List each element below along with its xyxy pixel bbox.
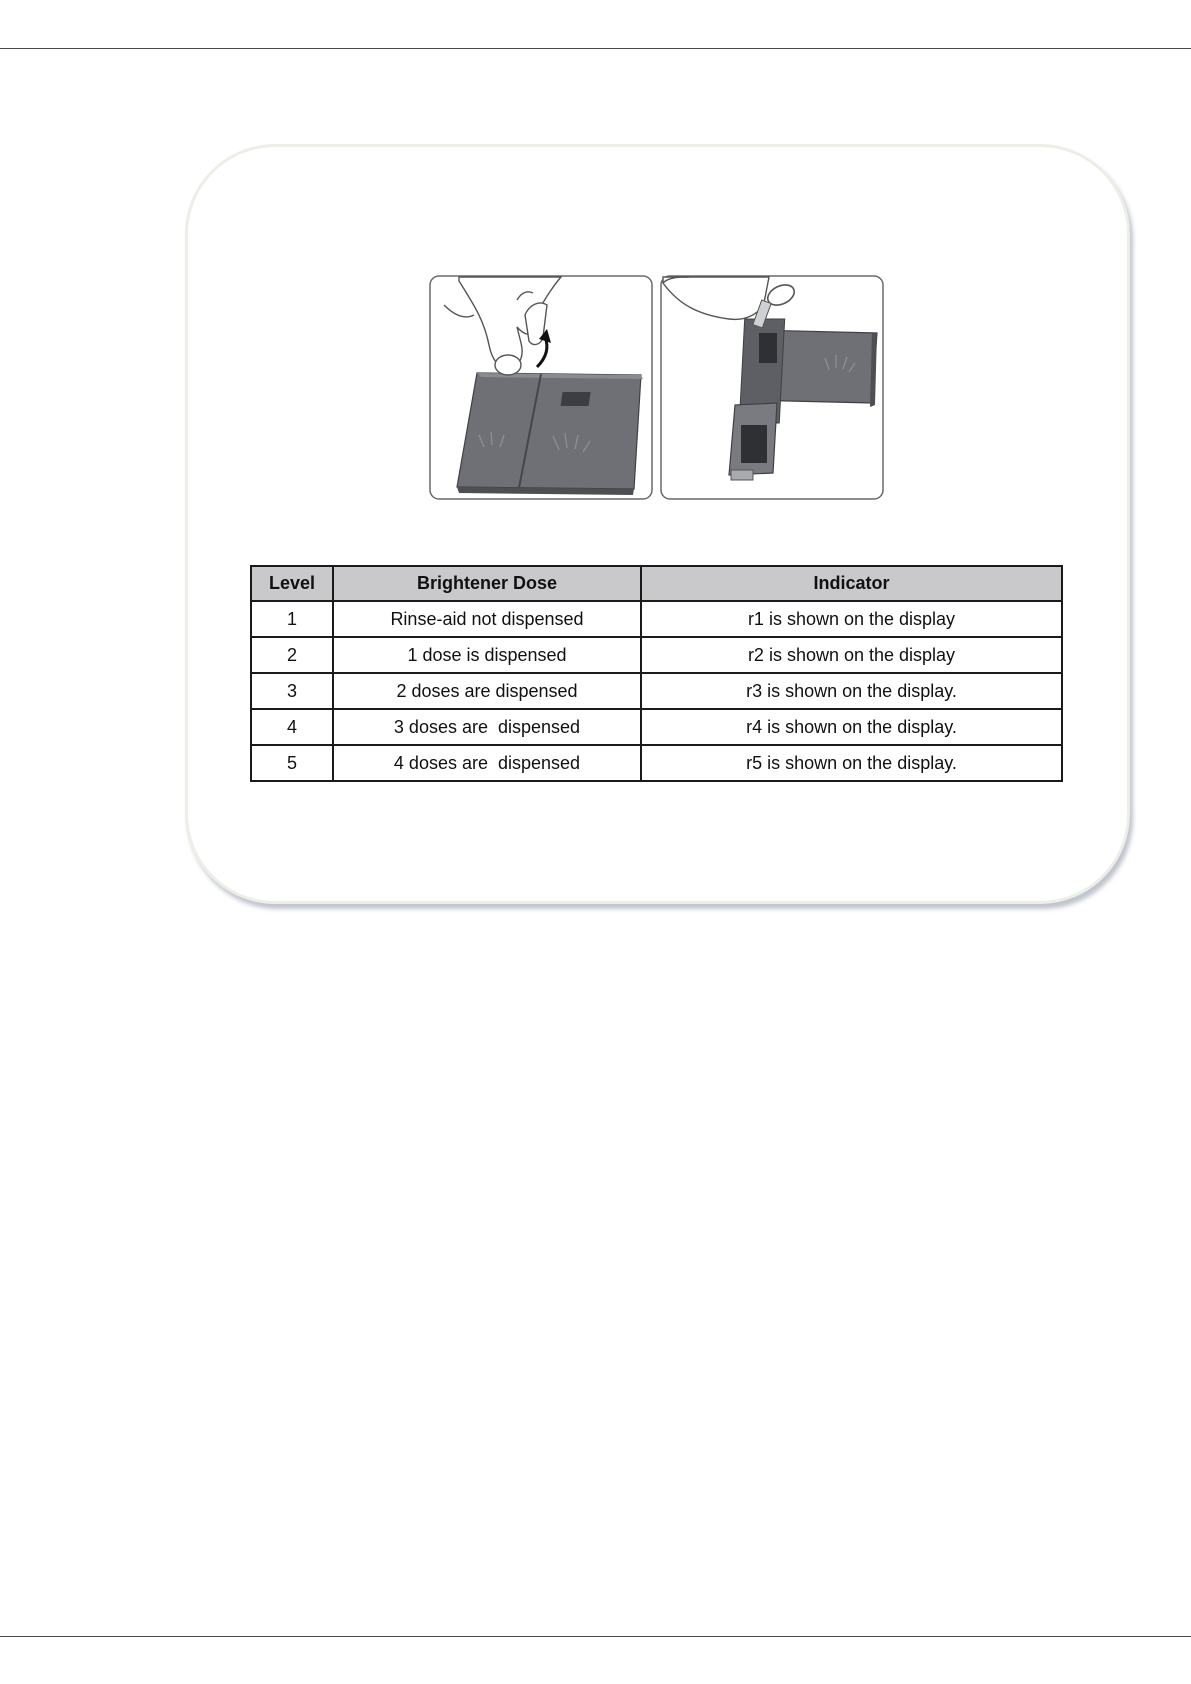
table-row [251,601,1062,637]
table-row [251,745,1062,781]
dose-cell: 3 doses are dispensed [333,709,641,745]
level-cell: 4 [251,709,333,745]
indicator-cell: r4 is shown on the display. [641,709,1062,745]
indicator-cell: r2 is shown on the display [641,637,1062,673]
level-cell: 5 [251,745,333,781]
level-cell: 1 [251,601,333,637]
dose-cell: 2 doses are dispensed [333,673,641,709]
table-row [251,709,1062,745]
column-header-indicator: Indicator [641,566,1062,601]
table-row [251,637,1062,673]
dose-cell: 4 doses are dispensed [333,745,641,781]
dose-cell: 1 dose is dispensed [333,637,641,673]
indicator-cell: r3 is shown on the display. [641,673,1062,709]
column-header-level: Level [251,566,333,601]
indicator-cell: r1 is shown on the display [641,601,1062,637]
dose-cell: Rinse-aid not dispensed [333,601,641,637]
table-header-row [251,566,1062,601]
rinse-aid-level-table [250,565,1063,782]
bottom-rule [0,1636,1191,1637]
content-panel [185,144,1130,904]
level-cell: 3 [251,673,333,709]
level-cell: 2 [251,637,333,673]
dispenser-open-figure [661,276,883,499]
indicator-cell: r5 is shown on the display. [641,745,1062,781]
dispenser-icon [457,373,643,495]
dispenser-lid-opening-figure [430,276,652,499]
top-rule [0,48,1191,49]
table-row [251,673,1062,709]
rinse-aid-dispenser-illustration [429,275,884,501]
column-header-brightener-dose: Brightener Dose [333,566,641,601]
